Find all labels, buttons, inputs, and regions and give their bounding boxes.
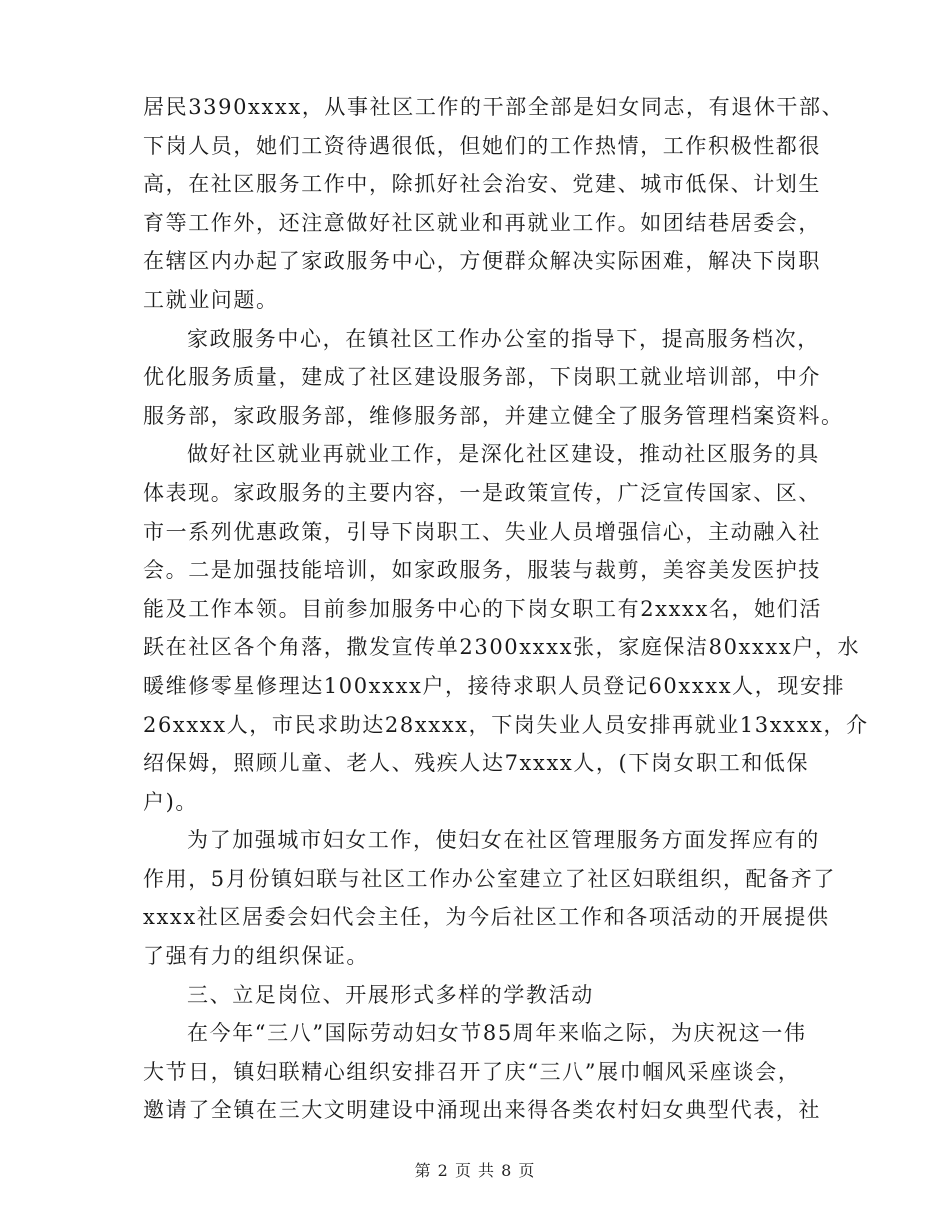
text-line: 工就业问题。 <box>143 287 279 312</box>
text-line: 市一系列优惠政策，引导下岗职工、失业人员增强信心，主动融入社 <box>143 519 821 544</box>
text-line: 育等工作外，还注意做好社区就业和再就业工作。如团结巷居委会， <box>143 210 821 235</box>
text-line: 高，在社区服务工作中，除抓好社会治安、党建、城市低保、计划生 <box>143 172 821 197</box>
paragraph-first-line: 做好社区就业再就业工作，是深化社区建设，推动社区服务的具 <box>187 442 820 467</box>
text-line: 了强有力的组织保证。 <box>143 944 369 969</box>
text-line: 26xxxx人，市民求助达28xxxx，下岗失业人员安排再就业13xxxx，介 <box>143 712 869 737</box>
text-line: 下岗人员，她们工资待遇很低，但她们的工作热情，工作积极性都很 <box>143 133 821 158</box>
text-line: 邀请了全镇在三大文明建设中涌现出来得各类农村妇女典型代表，社 <box>143 1098 821 1123</box>
text-line: 居民3390xxxx，从事社区工作的干部全部是妇女同志，有退休干部、 <box>143 95 845 119</box>
text-line: 作用，5月份镇妇联与社区工作办公室建立了社区妇联组织，配备齐了 <box>143 866 836 891</box>
text-line: 跃在社区各个角落，撒发宣传单2300xxxx张，家庭保洁80xxxx户，水 <box>143 635 861 660</box>
text-line: 户)。 <box>143 789 198 814</box>
text-line: 绍保姆，照顾儿童、老人、残疾人达7xxxx人，(下岗女职工和低保 <box>143 751 810 776</box>
text-line: 大节日，镇妇联精心组织安排召开了庆“三八”展巾帼风采座谈会， <box>143 1059 801 1084</box>
text-line: 能及工作本领。目前参加服务中心的下岗女职工有2xxxx名，她们活 <box>143 596 822 621</box>
section-heading: 三、立足岗位、开展形式多样的学教活动 <box>187 982 594 1007</box>
paragraph-first-line: 家政服务中心，在镇社区工作办公室的指导下，提高服务档次， <box>187 326 820 351</box>
text-line: 暖维修零星修理达100xxxx户，接待求职人员登记60xxxx人，现安排 <box>143 673 846 698</box>
text-line: 体表现。家政服务的主要内容，一是政策宣传，广泛宣传国家、区、 <box>143 480 821 505</box>
page-number-footer: 第 2 页 共 8 页 <box>414 1161 536 1180</box>
text-line: 优化服务质量，建成了社区建设服务部，下岗职工就业培训部，中介 <box>143 365 821 390</box>
text-line: 服务部，家政服务部，维修服务部，并建立健全了服务管理档案资料。 <box>143 403 844 428</box>
text-line: xxxx社区居委会妇代会主任，为今后社区工作和各项活动的开展提供 <box>143 905 830 930</box>
paragraph-first-line: 为了加强城市妇女工作，使妇女在社区管理服务方面发挥应有的 <box>187 828 820 853</box>
document-body <box>143 88 869 1130</box>
text-line: 在辖区内办起了家政服务中心，方便群众解决实际困难，解决下岗职 <box>143 249 821 274</box>
paragraph-first-line: 在今年“三八”国际劳动妇女节85周年来临之际，为庆祝这一伟 <box>187 1021 807 1046</box>
text-line: 会。二是加强技能培训，如家政服务，服装与裁剪，美容美发医护技 <box>143 558 821 583</box>
